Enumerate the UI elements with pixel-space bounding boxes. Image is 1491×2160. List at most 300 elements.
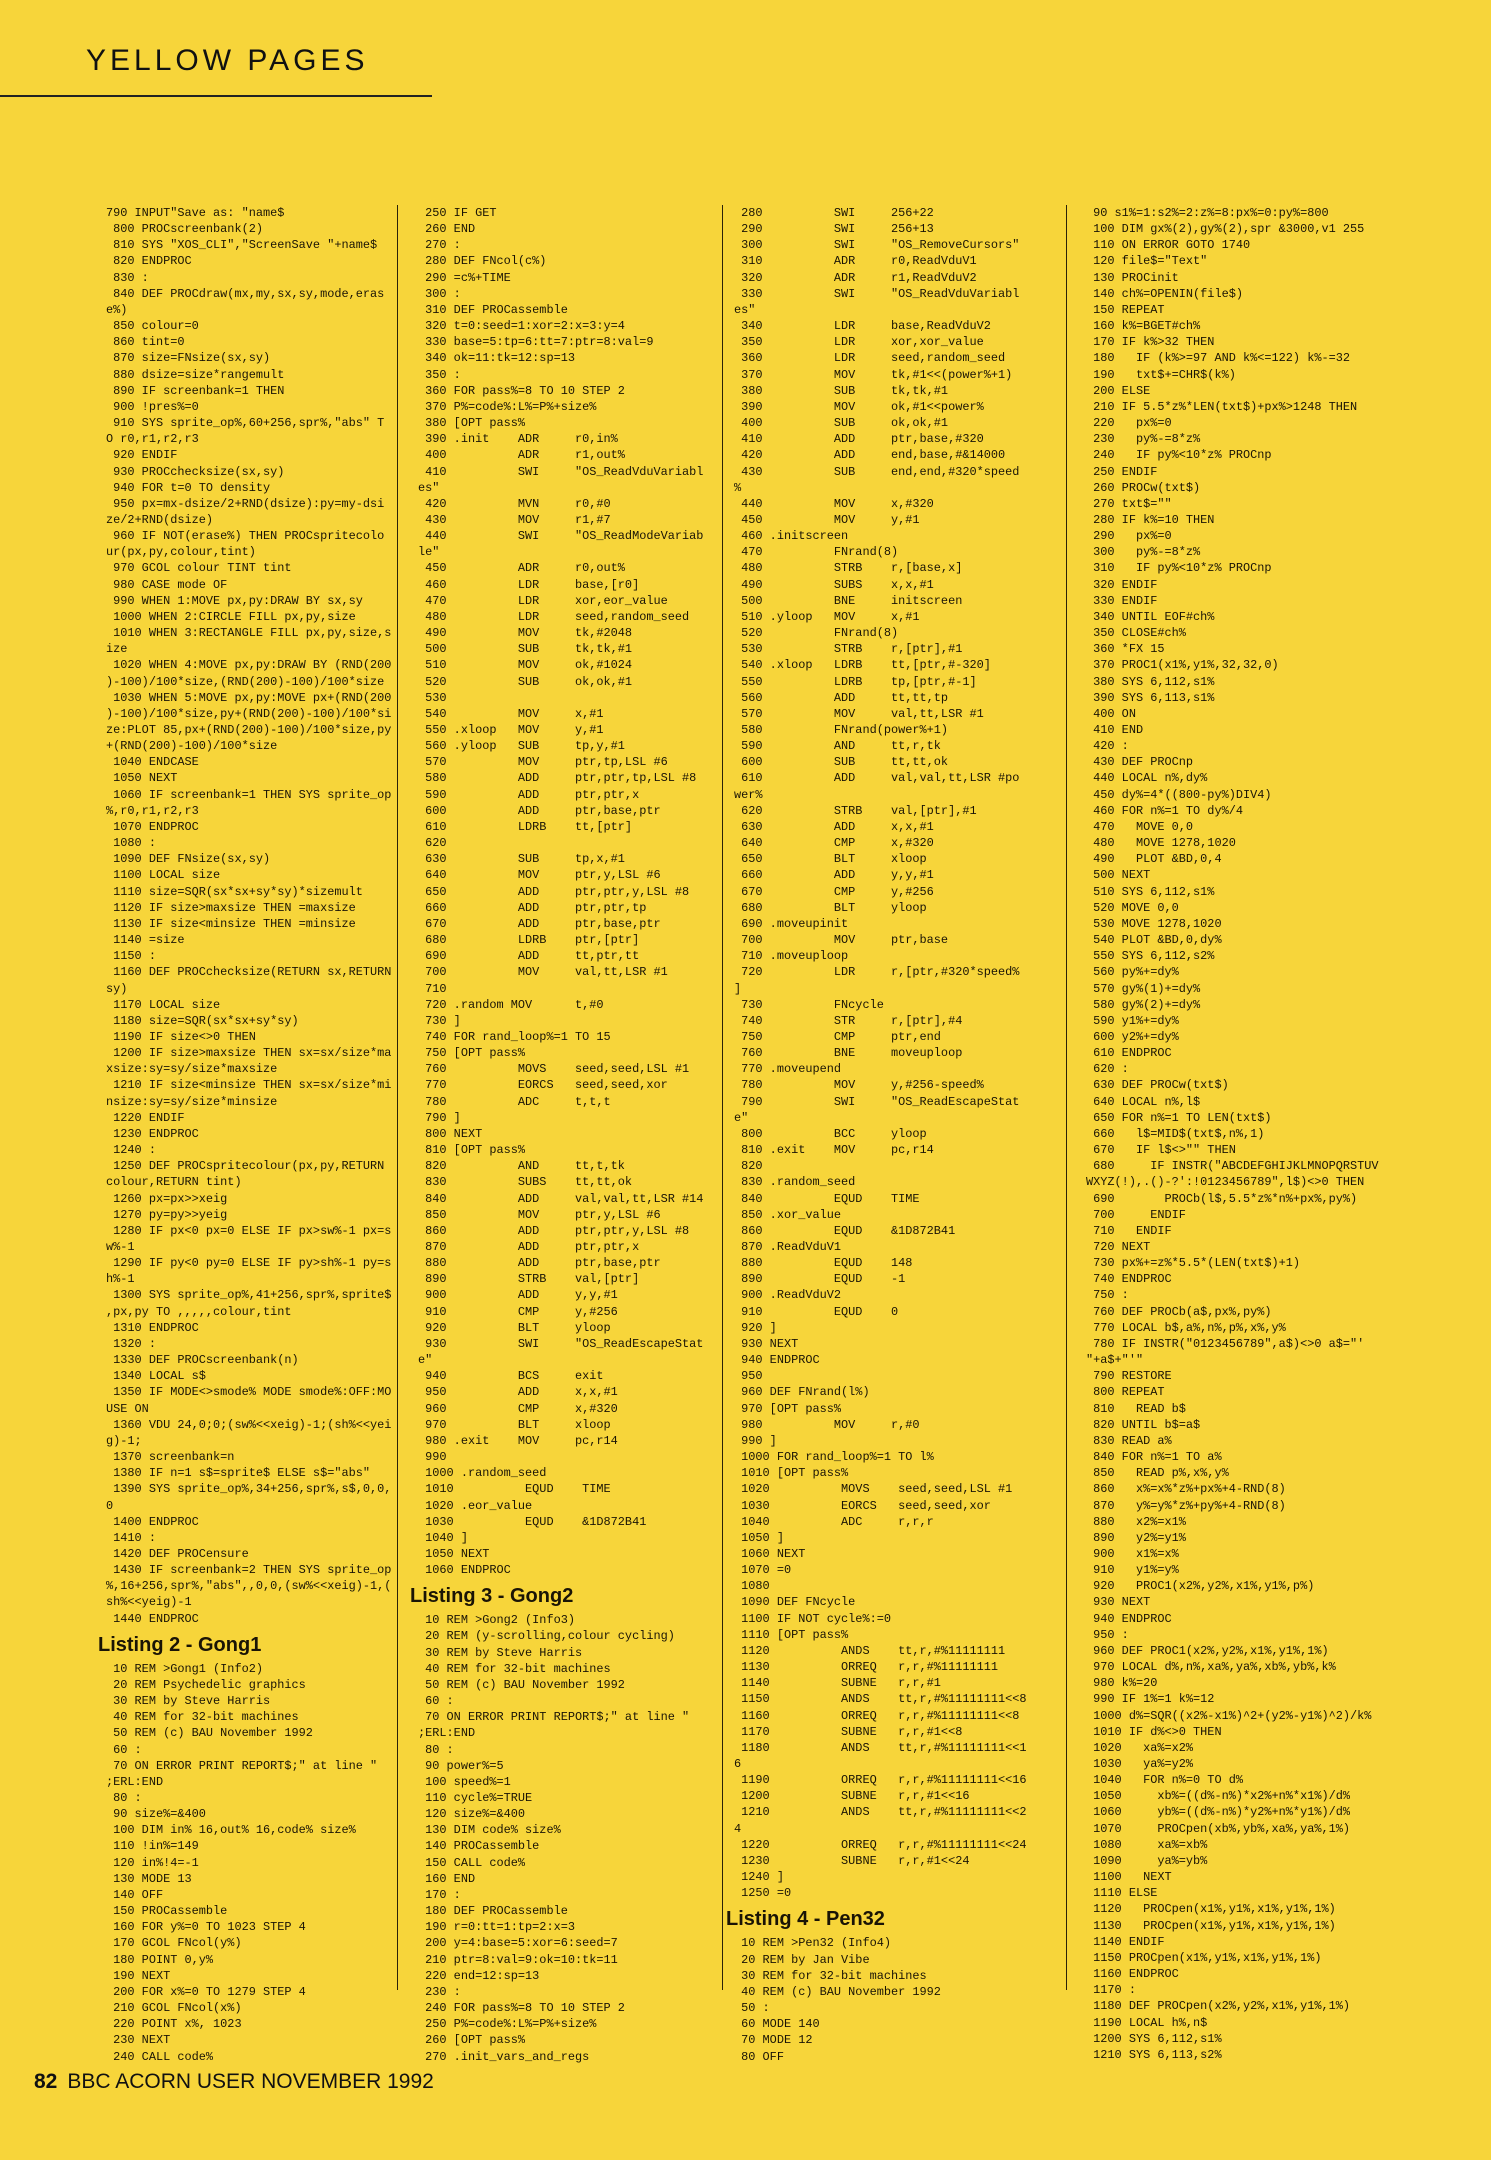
code-line: 130 DIM code% size% — [418, 1823, 561, 1838]
code-line: 420 MVN r0,#0 — [418, 496, 611, 511]
code-line: 430 SUB end,end,#320*speed — [734, 464, 1020, 479]
code-line: 530 STRB r,[ptr],#1 — [734, 642, 963, 657]
code-line: 490 PLOT &BD,0,4 — [1086, 852, 1222, 867]
code-line: 1180 size=SQR(sx*sx+sy*sy) — [106, 1013, 299, 1028]
code-line: 240 CALL code% — [106, 2049, 214, 2064]
code-line: 620 : — [1086, 1062, 1129, 1077]
code-line: 1060 IF screenbank=1 THEN SYS sprite_op — [106, 787, 392, 802]
code-line: 1120 IF size>maxsize THEN =maxsize — [106, 900, 356, 915]
code-line: 790 INPUT"Save as: "name$ — [106, 206, 285, 220]
code-line: 610 ENDPROC — [1086, 1046, 1172, 1061]
code-line: 10 REM >Gong1 (Info2) — [106, 1661, 263, 1676]
code-line: 1030 WHEN 5:MOVE px,py:MOVE px+(RND(200 — [106, 690, 392, 705]
code-line: 800 REPEAT — [1086, 1385, 1165, 1400]
code-line: )-100)/100*size,(RND(200)-100)/100*size — [106, 674, 385, 689]
code-line: 1010 EQUD TIME — [418, 1482, 611, 1497]
code-line: 900 !pres%=0 — [106, 399, 199, 414]
column-divider — [397, 205, 398, 1990]
code-line: ze:PLOT 85,px+(RND(200)-100)/100*size,py — [106, 723, 392, 737]
code-line: 350 CLOSE#ch% — [1086, 626, 1186, 641]
code-line: 840 ADD val,val,tt,LSR #14 — [418, 1191, 704, 1206]
code-line: 1020 MOVS seed,seed,LSL #1 — [734, 1482, 1013, 1497]
code-line: 350 LDR xor,xor_value — [734, 335, 984, 350]
code-line: 140 OFF — [106, 1887, 164, 1902]
code-line: 810 .exit MOV pc,r14 — [734, 1143, 934, 1158]
code-line: 80 OFF — [734, 2049, 784, 2064]
code-line: 260 PROCw(txt$) — [1086, 480, 1201, 495]
code-line: w%-1 — [106, 1240, 135, 1254]
code-line: 970 GCOL colour TINT tint — [106, 561, 292, 576]
code-line: 1430 IF screenbank=2 THEN SYS sprite_op — [106, 1563, 392, 1578]
code-line: 1010 [OPT pass% — [734, 1466, 849, 1481]
code-line: 480 MOVE 1278,1020 — [1086, 836, 1236, 851]
code-line: 180 IF (k%>=97 AND k%<=122) k%-=32 — [1086, 351, 1351, 366]
code-line: 1020 xa%=x2% — [1086, 1740, 1194, 1755]
code-line: 590 ADD ptr,ptr,x — [418, 787, 640, 802]
code-line: 1030 ya%=y2% — [1086, 1757, 1194, 1771]
code-line: 1060 NEXT — [734, 1546, 806, 1561]
code-line: 540 MOV x,#1 — [418, 706, 604, 721]
code-line: 820 ENDPROC — [106, 254, 192, 269]
code-line: 60 MODE 140 — [734, 2017, 820, 2032]
code-line: 1280 IF px<0 px=0 ELSE IF px>sw%-1 px=s — [106, 1223, 392, 1238]
code-line: 1110 ELSE — [1086, 1886, 1158, 1901]
code-line: 740 FOR rand_loop%=1 TO 15 — [418, 1029, 611, 1044]
code-line: 20 REM (y-scrolling,colour cycling) — [418, 1629, 675, 1644]
code-line: 1330 DEF PROCscreenbank(n) — [106, 1353, 299, 1368]
code-line: 100 DIM gx%(2),gy%(2),spr &3000,v1 255 — [1086, 222, 1365, 237]
code-line: 380 [OPT pass% — [418, 416, 526, 431]
code-line: 860 tint=0 — [106, 335, 185, 350]
code-line: 1350 IF MODE<>smode% MODE smode%:OFF:MO — [106, 1385, 392, 1400]
code-line: 460 LDR base,[r0] — [418, 577, 640, 592]
code-line: 1060 ENDPROC — [418, 1563, 511, 1578]
code-line: 1050 NEXT — [418, 1546, 490, 1561]
code-line: 140 PROCassemble — [418, 1839, 540, 1854]
code-line: 50 REM (c) BAU November 1992 — [418, 1677, 625, 1692]
code-line: 470 MOVE 0,0 — [1086, 819, 1194, 834]
code-line: 330 ENDIF — [1086, 593, 1158, 608]
code-line: 1130 PROCpen(x1%,y1%,x1%,y1%,1%) — [1086, 1918, 1336, 1933]
code-line: 560 .yloop SUB tp,y,#1 — [418, 739, 625, 754]
code-line: 850 READ p%,x%,y% — [1086, 1466, 1229, 1481]
code-line: 880 ADD ptr,base,ptr — [418, 1256, 661, 1271]
code-line: 850 colour=0 — [106, 319, 199, 334]
code-line: 990 — [418, 1450, 447, 1465]
code-line: 1420 DEF PROCensure — [106, 1546, 249, 1561]
code-line: ] — [734, 981, 742, 996]
code-line: 630 ADD x,x,#1 — [734, 819, 934, 834]
code-line: 620 — [418, 836, 447, 851]
code-line: 160 END — [418, 1871, 476, 1886]
code-line: 1080 : — [106, 836, 156, 851]
column-divider — [1066, 205, 1067, 1990]
code-line: 1440 ENDPROC — [106, 1611, 199, 1626]
code-line: 1300 SYS sprite_op%,41+256,spr%,sprite$ — [106, 1288, 392, 1303]
code-line: 250 P%=code%:L%=P%+size% — [418, 2017, 597, 2032]
code-line: 120 size%=&400 — [418, 1807, 526, 1822]
code-line: 240 FOR pass%=8 TO 10 STEP 2 — [418, 2001, 625, 2016]
code-line: 910 SYS sprite_op%,60+256,spr%,"abs" T — [106, 416, 385, 431]
code-line: 830 SUBS tt,tt,ok — [418, 1175, 633, 1190]
code-line: 730 px%+=z%*5.5*(LEN(txt$)+1) — [1086, 1256, 1301, 1271]
code-line: 30 REM by Steve Harris — [106, 1694, 271, 1709]
code-line: 1170 SUBNE r,r,#1<<8 — [734, 1724, 963, 1739]
code-line: 1360 VDU 24,0;0;(sw%<<xeig)-1;(sh%<<yei — [106, 1417, 392, 1432]
code-line: 1090 ya%=yb% — [1086, 1853, 1208, 1868]
code-line: 450 ADR r0,out% — [418, 561, 625, 576]
code-line: 10 REM >Gong2 (Info3) — [418, 1613, 575, 1628]
code-line: 1100 IF NOT cycle%:=0 — [734, 1611, 891, 1626]
code-line: 280 SWI 256+22 — [734, 206, 934, 220]
code-line: 1090 DEF FNcycle — [734, 1595, 856, 1610]
code-line: 190 NEXT — [106, 1968, 171, 1983]
code-line: ze/2+RND(dsize) — [106, 512, 214, 527]
code-line: 390 SYS 6,113,s1% — [1086, 690, 1215, 705]
code-line: 330 base=5:tp=6:tt=7:ptr=8:val=9 — [418, 335, 654, 350]
code-line: 810 [OPT pass% — [418, 1143, 526, 1158]
code-line: % — [734, 480, 742, 495]
code-line: nsize:sy=sy/size*minsize — [106, 1094, 278, 1109]
code-line: 1040 FOR n%=0 TO d% — [1086, 1773, 1243, 1788]
code-line: 1340 LOCAL s$ — [106, 1369, 206, 1384]
code-line: 870 size=FNsize(sx,sy) — [106, 351, 271, 366]
code-line: 960 CMP x,#320 — [418, 1401, 618, 1416]
code-line: 540 PLOT &BD,0,dy% — [1086, 933, 1222, 948]
code-line: 890 y2%=y1% — [1086, 1530, 1186, 1545]
code-line: 110 cycle%=TRUE — [418, 1791, 533, 1805]
section-title: YELLOW PAGES — [86, 44, 369, 77]
code-line: 950 px=mx-dsize/2+RND(dsize):py=my-dsi — [106, 496, 385, 511]
code-line: 940 ENDPROC — [1086, 1611, 1172, 1626]
code-line: 730 ] — [418, 1013, 461, 1028]
code-line: 1120 ANDS tt,r,#%11111111 — [734, 1643, 1006, 1658]
code-line: 960 DEF PROC1(x2%,y2%,x1%,y1%,1%) — [1086, 1643, 1329, 1658]
code-line: 700 MOV val,tt,LSR #1 — [418, 965, 668, 980]
code-line: 1040 ADC r,r,r — [734, 1514, 934, 1529]
code-line: 90 power%=5 — [418, 1758, 504, 1773]
code-line: le" — [418, 545, 440, 560]
code-line: 760 MOVS seed,seed,LSL #1 — [418, 1062, 690, 1077]
code-line: 860 x%=x%*z%+px%+4-RND(8) — [1086, 1482, 1286, 1497]
code-line: 840 EQUD TIME — [734, 1191, 920, 1206]
code-line: 1230 SUBNE r,r,#1<<24 — [734, 1853, 970, 1868]
code-line: 980 MOV r,#0 — [734, 1417, 920, 1432]
code-line: 600 ADD ptr,base,ptr — [418, 803, 661, 818]
code-line: 40 REM for 32-bit machines — [106, 1710, 299, 1725]
code-line: 940 FOR t=0 TO density — [106, 480, 271, 495]
code-line: 190 r=0:tt=1:tp=2:x=3 — [418, 1920, 575, 1935]
code-line: 680 IF INSTR("ABCDEFGHIJKLMNOPQRSTUV — [1086, 1159, 1379, 1174]
code-line: colour,RETURN tint) — [106, 1175, 242, 1190]
code-line: 590 AND tt,r,tk — [734, 739, 941, 754]
code-line: 1020 WHEN 4:MOVE px,py:DRAW BY (RND(200 — [106, 658, 392, 673]
code-line: 490 SUBS x,x,#1 — [734, 577, 934, 592]
code-line: 920 ENDIF — [106, 448, 178, 463]
page-footer — [34, 2070, 434, 2094]
code-line: 400 ON — [1086, 706, 1136, 721]
code-line: 270 .init_vars_and_regs — [418, 2049, 590, 2064]
code-line: 220 end=12:sp=13 — [418, 1968, 540, 1983]
code-line: 590 y1%+=dy% — [1086, 1013, 1179, 1028]
code-line: 1190 ORREQ r,r,#%11111111<<16 — [734, 1773, 1027, 1788]
code-line: 860 ADD ptr,ptr,y,LSL #8 — [418, 1223, 690, 1238]
code-line: 870 ADD ptr,ptr,x — [418, 1240, 640, 1254]
code-line: 570 gy%(1)+=dy% — [1086, 981, 1201, 996]
code-line: 790 RESTORE — [1086, 1369, 1172, 1384]
code-line: 470 LDR xor,eor_value — [418, 593, 668, 608]
code-line: 800 PROCscreenbank(2) — [106, 222, 263, 237]
code-line: 740 STR r,[ptr],#4 — [734, 1013, 963, 1028]
code-line: 900 x1%=x% — [1086, 1546, 1179, 1561]
code-line: 710 — [418, 981, 447, 996]
code-line: 540 .xloop LDRB tt,[ptr,#-320] — [734, 658, 991, 673]
code-line: 920 BLT yloop — [418, 1320, 611, 1335]
code-line: 900 .ReadVduV2 — [734, 1288, 842, 1303]
code-line: 1110 size=SQR(sx*sx+sy*sy)*sizemult — [106, 884, 363, 899]
code-line: 880 x2%=x1% — [1086, 1514, 1186, 1529]
code-line: 1170 LOCAL size — [106, 997, 221, 1012]
code-line: 870 .ReadVduV1 — [734, 1240, 842, 1254]
code-line: 740 ENDPROC — [1086, 1272, 1172, 1287]
code-line: 850 .xor_value — [734, 1207, 842, 1222]
code-line: 90 size%=&400 — [106, 1807, 206, 1822]
code-line: 1240 ] — [734, 1870, 784, 1885]
code-line: 390 MOV ok,#1<<power% — [734, 399, 984, 414]
code-line: 1290 IF py<0 py=0 ELSE IF py>sh%-1 py=s — [106, 1256, 392, 1271]
code-line: 1260 px=px>>xeig — [106, 1191, 228, 1206]
code-line: 340 UNTIL EOF#ch% — [1086, 609, 1215, 624]
code-line: 920 PROC1(x2%,y2%,x1%,y1%,p%) — [1086, 1579, 1315, 1594]
code-line: 1170 : — [1086, 1983, 1136, 1998]
code-line: 300 : — [418, 286, 461, 301]
code-line: 660 l$=MID$(txt$,n%,1) — [1086, 1126, 1265, 1141]
code-line: 750 CMP ptr,end — [734, 1029, 941, 1044]
column-divider — [722, 205, 723, 1990]
code-line: 270 txt$="" — [1086, 496, 1172, 511]
code-line: 980 CASE mode OF — [106, 577, 228, 592]
code-line: 290 SWI 256+13 — [734, 222, 934, 237]
code-line: 1000 WHEN 2:CIRCLE FILL px,py,size — [106, 609, 356, 624]
code-line: 1410 : — [106, 1530, 156, 1545]
code-line: 1150 : — [106, 949, 156, 964]
code-line: 90 s1%=1:s2%=2:z%=8:px%=0:py%=800 — [1086, 206, 1329, 220]
code-line: 80 : — [106, 1791, 142, 1805]
code-line: 1210 ANDS tt,r,#%11111111<<2 — [734, 1805, 1027, 1820]
code-line: 510 .yloop MOV x,#1 — [734, 609, 920, 624]
code-line: 1000 .random_seed — [418, 1466, 547, 1481]
code-line: ,px,py TO ,,,,,colour,tint — [106, 1304, 292, 1319]
code-line: 60 : — [418, 1694, 454, 1709]
code-line: 50 REM (c) BAU November 1992 — [106, 1726, 313, 1741]
code-line: 1380 IF n=1 s$=sprite$ ELSE s$="abs" — [106, 1466, 371, 1481]
code-line: 10 REM >Pen32 (Info4) — [734, 1936, 891, 1951]
code-line: 510 SYS 6,112,s1% — [1086, 884, 1215, 899]
code-line: 700 MOV ptr,base — [734, 933, 949, 948]
code-line: 460 FOR n%=1 TO dy%/4 — [1086, 803, 1243, 818]
code-line: 30 REM for 32-bit machines — [734, 1968, 927, 1983]
code-line: 960 DEF FNrand(l%) — [734, 1385, 870, 1400]
code-line: 850 MOV ptr,y,LSL #6 — [418, 1207, 661, 1222]
code-line: 700 ENDIF — [1086, 1207, 1186, 1222]
code-line: 430 MOV r1,#7 — [418, 512, 611, 527]
code-line: 630 DEF PROCw(txt$) — [1086, 1078, 1229, 1093]
code-line: 800 NEXT — [418, 1126, 483, 1141]
code-line: 920 ] — [734, 1320, 777, 1335]
code-line: 750 [OPT pass% — [418, 1046, 526, 1061]
code-line: 30 REM by Steve Harris — [418, 1645, 583, 1660]
code-line: ;ERL:END — [418, 1726, 476, 1741]
code-line: %,r0,r1,r2,r3 — [106, 803, 199, 818]
code-line: 1270 py=py>>yeig — [106, 1207, 228, 1222]
code-line: 1070 ENDPROC — [106, 819, 199, 834]
code-line: 440 MOV x,#320 — [734, 496, 934, 511]
code-line: 80 : — [418, 1742, 454, 1757]
code-line: 1230 ENDPROC — [106, 1126, 199, 1141]
code-line: 1180 ANDS tt,r,#%11111111<<1 — [734, 1740, 1027, 1755]
code-line: 720 NEXT — [1086, 1240, 1151, 1254]
code-line: 1130 IF size<minsize THEN =minsize — [106, 916, 356, 931]
code-line: 1070 PROCpen(xb%,yb%,xa%,ya%,1%) — [1086, 1821, 1351, 1836]
code-line: 410 ADD ptr,base,#320 — [734, 432, 984, 447]
code-line: 930 PROCchecksize(sx,sy) — [106, 464, 285, 479]
code-line: 520 FNrand(8) — [734, 626, 899, 641]
code-line: 930 NEXT — [734, 1336, 799, 1351]
code-line: 600 y2%+=dy% — [1086, 1029, 1179, 1044]
code-line: 220 px%=0 — [1086, 416, 1172, 431]
code-line: 310 DEF PROCassemble — [418, 302, 568, 317]
code-line: 160 k%=BGET#ch% — [1086, 319, 1201, 334]
code-line: h%-1 — [106, 1272, 135, 1287]
code-line: 770 EORCS seed,seed,xor — [418, 1078, 668, 1093]
code-line: USE ON — [106, 1401, 149, 1416]
code-line: )-100)/100*size,py+(RND(200)-100)/100*si — [106, 706, 392, 721]
code-line: 220 POINT x%, 1023 — [106, 2017, 242, 2032]
code-line: 980 .exit MOV pc,r14 — [418, 1433, 618, 1448]
code-line: 110 !in%=149 — [106, 1839, 199, 1854]
code-line: ;ERL:END — [106, 1774, 164, 1789]
code-line: 780 MOV y,#256-speed% — [734, 1078, 984, 1093]
code-line: 340 LDR base,ReadVduV2 — [734, 319, 991, 334]
code-line: 400 ADR r1,out% — [418, 448, 625, 463]
code-line: 300 py%-=8*z% — [1086, 545, 1201, 560]
code-line: 450 dy%=4*((800-py%)DIV4) — [1086, 787, 1272, 802]
code-line: 1040 ] — [418, 1530, 468, 1545]
listing-column-3 — [726, 205, 1046, 2064]
page-number: 82 — [34, 2070, 58, 2093]
code-line: 150 REPEAT — [1086, 302, 1165, 317]
code-line: 360 *FX 15 — [1086, 642, 1165, 657]
code-line: 640 LOCAL n%,l$ — [1086, 1094, 1201, 1109]
code-line: 290 =c%+TIME — [418, 270, 511, 285]
code-line: 760 DEF PROCb(a$,px%,py%) — [1086, 1304, 1272, 1319]
code-line: 180 DEF PROCassemble — [418, 1904, 568, 1919]
code-line: 660 ADD y,y,#1 — [734, 868, 934, 883]
code-line: 120 in%!4=-1 — [106, 1855, 199, 1870]
code-line: 1210 SYS 6,113,s2% — [1086, 2047, 1222, 2062]
code-line: 1020 .eor_value — [418, 1498, 533, 1513]
code-line: 930 SWI "OS_ReadEscapeStat — [418, 1336, 704, 1351]
code-line: 770 LOCAL b$,a%,n%,p%,x%,y% — [1086, 1320, 1286, 1335]
code-line: 470 FNrand(8) — [734, 545, 899, 560]
code-line: 810 SYS "XOS_CLI","ScreenSave "+name$ — [106, 238, 378, 253]
code-line: 890 STRB val,[ptr] — [418, 1272, 640, 1287]
code-line: 720 LDR r,[ptr,#320*speed% — [734, 965, 1020, 980]
code-line: 780 ADC t,t,t — [418, 1094, 611, 1109]
listing-column-4 — [1086, 205, 1396, 2062]
code-line: 710 .moveuploop — [734, 949, 849, 964]
code-line: 1050 ] — [734, 1530, 784, 1545]
code-line: 620 STRB val,[ptr],#1 — [734, 803, 977, 818]
code-line: 990 IF 1%=1 k%=12 — [1086, 1692, 1215, 1707]
code-line: 880 EQUD 148 — [734, 1256, 913, 1271]
code-line: 760 BNE moveuploop — [734, 1046, 963, 1061]
code-line: 500 SUB tk,tk,#1 — [418, 642, 633, 657]
code-line: 450 MOV y,#1 — [734, 512, 920, 527]
code-line: 1080 xa%=xb% — [1086, 1837, 1208, 1852]
code-line: 180 POINT 0,y% — [106, 1952, 214, 1967]
code-line: 640 CMP x,#320 — [734, 836, 934, 851]
code-line: 550 .xloop MOV y,#1 — [418, 723, 604, 737]
title-rule — [0, 95, 432, 97]
code-line: 1390 SYS sprite_op%,34+256,spr%,s$,0,0, — [106, 1482, 392, 1497]
code-line: 410 END — [1086, 723, 1144, 737]
code-line: 820 AND tt,t,tk — [418, 1159, 625, 1174]
code-line: 1010 WHEN 3:RECTANGLE FILL px,py,size,s — [106, 626, 392, 641]
code-line: 820 — [734, 1159, 763, 1174]
code-line: 200 y=4:base=5:xor=6:seed=7 — [418, 1936, 618, 1951]
code-line: 420 ADD end,base,#&14000 — [734, 448, 1006, 463]
code-line: WXYZ(!),.()-?':!0123456789",l$)<>0 THEN — [1086, 1175, 1365, 1190]
code-line: 980 k%=20 — [1086, 1676, 1158, 1691]
code-line: 1130 ORREQ r,r,#%11111111 — [734, 1660, 999, 1675]
code-line: xsize:sy=sy/size*maxsize — [106, 1062, 278, 1077]
code-line: 320 t=0:seed=1:xor=2:x=3:y=4 — [418, 319, 625, 334]
code-line: 520 MOVE 0,0 — [1086, 900, 1179, 915]
code-line: 290 px%=0 — [1086, 529, 1172, 544]
code-line: 510 MOV ok,#1024 — [418, 658, 633, 673]
code-line: 790 ] — [418, 1110, 461, 1125]
code-line: 20 REM by Jan Vibe — [734, 1952, 870, 1967]
code-line: 1110 [OPT pass% — [734, 1627, 849, 1642]
code-line: 900 ADD y,y,#1 — [418, 1288, 618, 1303]
code-line: 270 : — [418, 238, 461, 253]
code-line: 1100 NEXT — [1086, 1870, 1172, 1885]
code-line: 800 BCC yloop — [734, 1126, 927, 1141]
code-line: 1310 ENDPROC — [106, 1320, 199, 1335]
code-line: 370 P%=code%:L%=P%+size% — [418, 399, 597, 414]
code-line: 600 SUB tt,tt,ok — [734, 755, 949, 770]
code-line: 830 READ a% — [1086, 1433, 1172, 1448]
code-line: 910 y1%=y% — [1086, 1563, 1179, 1578]
code-line: 580 FNrand(power%+1) — [734, 723, 949, 737]
code-line: 380 SYS 6,112,s1% — [1086, 674, 1215, 689]
code-line: 750 : — [1086, 1288, 1129, 1303]
code-line: 930 NEXT — [1086, 1595, 1151, 1610]
code-line: 250 IF GET — [418, 206, 497, 220]
code-line: +(RND(200)-100)/100*size — [106, 739, 278, 754]
code-line: 240 IF py%<10*z% PROCnp — [1086, 448, 1272, 463]
code-line: 1160 DEF PROCchecksize(RETURN sx,RETURN — [106, 965, 392, 980]
code-line: 120 file$="Text" — [1086, 254, 1208, 269]
code-line: 1400 ENDPROC — [106, 1514, 199, 1529]
code-line: 890 IF screenbank=1 THEN — [106, 383, 285, 398]
code-line: 430 DEF PROCnp — [1086, 755, 1194, 770]
code-line: 1010 IF d%<>0 THEN — [1086, 1724, 1222, 1739]
code-line: 570 MOV val,tt,LSR #1 — [734, 706, 984, 721]
code-line: 840 FOR n%=1 TO a% — [1086, 1450, 1222, 1465]
code-line: 500 BNE initscreen — [734, 593, 963, 608]
